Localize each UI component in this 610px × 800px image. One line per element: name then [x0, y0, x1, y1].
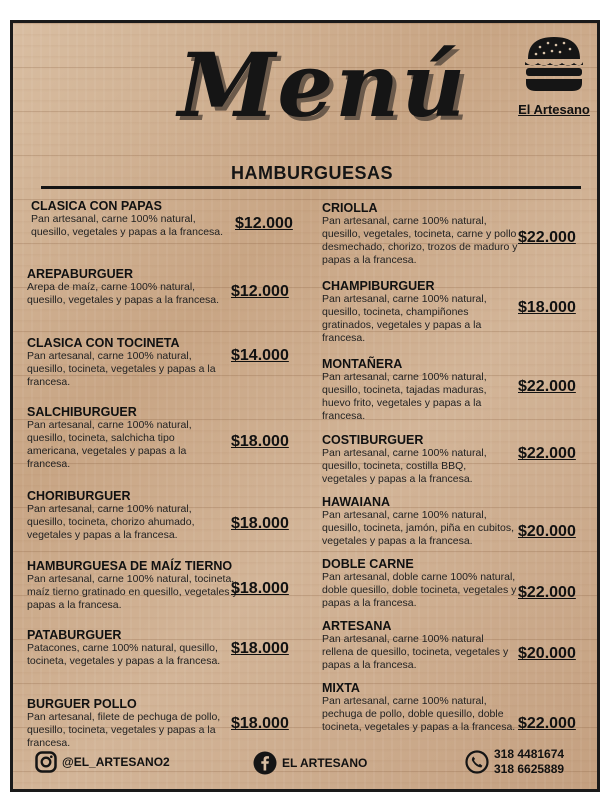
item-description: Patacones, carne 100% natural, quesillo, tocineta, vegetales y papas a la francesa. [27, 642, 221, 667]
phone-icon [465, 750, 489, 774]
item-description: Pan artesanal, carne 100% natural, quesillo, tocineta, costilla BBQ, vegetales y papas a la francesa. [322, 447, 487, 485]
item-price: $18.000 [231, 580, 289, 597]
instagram-link[interactable] [35, 751, 170, 773]
item-name: DOBLE CARNE [322, 557, 414, 571]
item-description: Arepa de maíz, carne 100% natural, quesillo, vegetales y papas a la francesa. [27, 281, 220, 306]
item-description: Pan artesanal, carne 100% natural, tocineta, maíz tierno gratinado en quesillo, vegetales y papas a la francesa. [27, 573, 238, 611]
item-price: $22.000 [518, 229, 576, 246]
item-price: $22.000 [518, 715, 576, 732]
item-description: Pan artesanal, filete de pechuga de pollo, quesillo, tocineta, vegetales y papas a la francesa. [27, 711, 221, 749]
menu-title: Menú [178, 33, 468, 137]
item-name: ARTESANA [322, 619, 392, 633]
item-description: Pan artesanal, carne 100% natural, quesillo, tocineta, vegetales y papas a la francesa. [27, 350, 216, 388]
logo-text: El Artesano [518, 102, 590, 117]
menu-item [27, 489, 231, 542]
item-name: CLASICA CON PAPAS [31, 199, 163, 213]
menu-item [31, 199, 231, 239]
menu-board [10, 20, 600, 792]
menu-item [322, 681, 518, 734]
menu-item [27, 559, 247, 612]
facebook-link[interactable] [253, 751, 367, 775]
menu-item [322, 201, 522, 267]
item-description: Pan artesanal, carne 100% natural, quesillo, tocineta, champiñones gratinados, vegetales y papas a la francesa. [322, 293, 487, 344]
phone-number-1: 318 4481674 [494, 747, 565, 761]
facebook-icon [253, 751, 277, 775]
section-divider [41, 186, 581, 189]
item-name: SALCHIBURGUER [27, 405, 137, 419]
item-price: $12.000 [235, 215, 293, 232]
menu-item [27, 697, 227, 750]
item-price: $22.000 [518, 584, 576, 601]
item-description: Pan artesanal, carne 100% natural rellena de quesillo, tocineta, vegetales y papas a la francesa. [322, 633, 509, 671]
item-price: $20.000 [518, 645, 576, 662]
item-name: BURGUER POLLO [27, 697, 137, 711]
instagram-icon [35, 751, 57, 773]
item-price: $18.000 [231, 640, 289, 657]
instagram-handle: @EL_ARTESANO2 [62, 755, 170, 769]
item-price: $12.000 [231, 283, 289, 300]
menu-item [322, 495, 528, 548]
menu-item [322, 279, 512, 345]
item-name: COSTIBURGUER [322, 433, 424, 447]
item-name: MIXTA [322, 681, 360, 695]
item-description: Pan artesanal, carne 100% natural, quesillo, tocineta, chorizo ahumado, vegetales y papas a la francesa. [27, 503, 195, 541]
footer [13, 747, 597, 781]
menu-item [27, 628, 231, 668]
item-name: AREPABURGUER [27, 267, 134, 281]
menu-item [27, 336, 231, 389]
item-price: $22.000 [518, 378, 576, 395]
item-description: Pan artesanal, carne 100% natural, quesillo, tocineta, tajadas maduras, huevo frito, vegetales y papas a la francesa. [322, 371, 487, 422]
item-price: $18.000 [231, 715, 289, 732]
item-name: PATABURGUER [27, 628, 122, 642]
item-description: Pan artesanal, carne 100% natural, quesillo, tocineta, salchicha tipo americana, vegetales y papas a la francesa. [27, 419, 192, 470]
item-name: CLASICA CON TOCINETA [27, 336, 180, 350]
item-description: Pan artesanal, carne 100% natural, pechuga de pollo, doble quesillo, doble tocineta, vegetales y papas a la francesa. [322, 695, 516, 733]
item-price: $14.000 [231, 347, 289, 364]
burger-icon [522, 35, 586, 93]
phone-contact[interactable] [465, 747, 564, 777]
item-description: Pan artesanal, carne 100% natural, quesillo, vegetales, tocineta, carne y pollo desmechado, chorizo, trozos de maduro y papas a la francesa. [322, 215, 518, 266]
facebook-name: EL ARTESANO [282, 756, 368, 770]
brand-logo [509, 35, 599, 117]
item-price: $18.000 [231, 433, 289, 450]
item-price: $18.000 [231, 515, 289, 532]
item-name: CRIOLLA [322, 201, 378, 215]
item-price: $18.000 [518, 299, 576, 316]
item-description: Pan artesanal, carne 100% natural, quesillo, vegetales y papas a la francesa. [31, 213, 224, 238]
item-name: MONTAÑERA [322, 357, 403, 371]
section-heading: HAMBURGUESAS [231, 163, 394, 183]
menu-item [322, 357, 512, 423]
item-description: Pan artesanal, doble carne 100% natural, doble quesillo, doble tocineta, vegetales y papas a la francesa. [322, 571, 517, 609]
phone-number-2: 318 6625889 [494, 762, 565, 776]
menu-item [322, 557, 518, 610]
item-description: Pan artesanal, carne 100% natural, quesillo, tocineta, jamón, piña en cubitos, vegetales y papas a la francesa. [322, 509, 515, 547]
menu-item [27, 405, 227, 471]
item-price: $20.000 [518, 523, 576, 540]
menu-item [322, 619, 512, 672]
menu-item [27, 267, 227, 307]
item-name: CHAMPIBURGUER [322, 279, 435, 293]
item-price: $22.000 [518, 445, 576, 462]
item-name: HAMBURGUESA DE MAÍZ TIERNO [27, 559, 233, 573]
menu-item [322, 433, 512, 486]
item-name: HAWAIANA [322, 495, 391, 509]
item-name: CHORIBURGUER [27, 489, 131, 503]
